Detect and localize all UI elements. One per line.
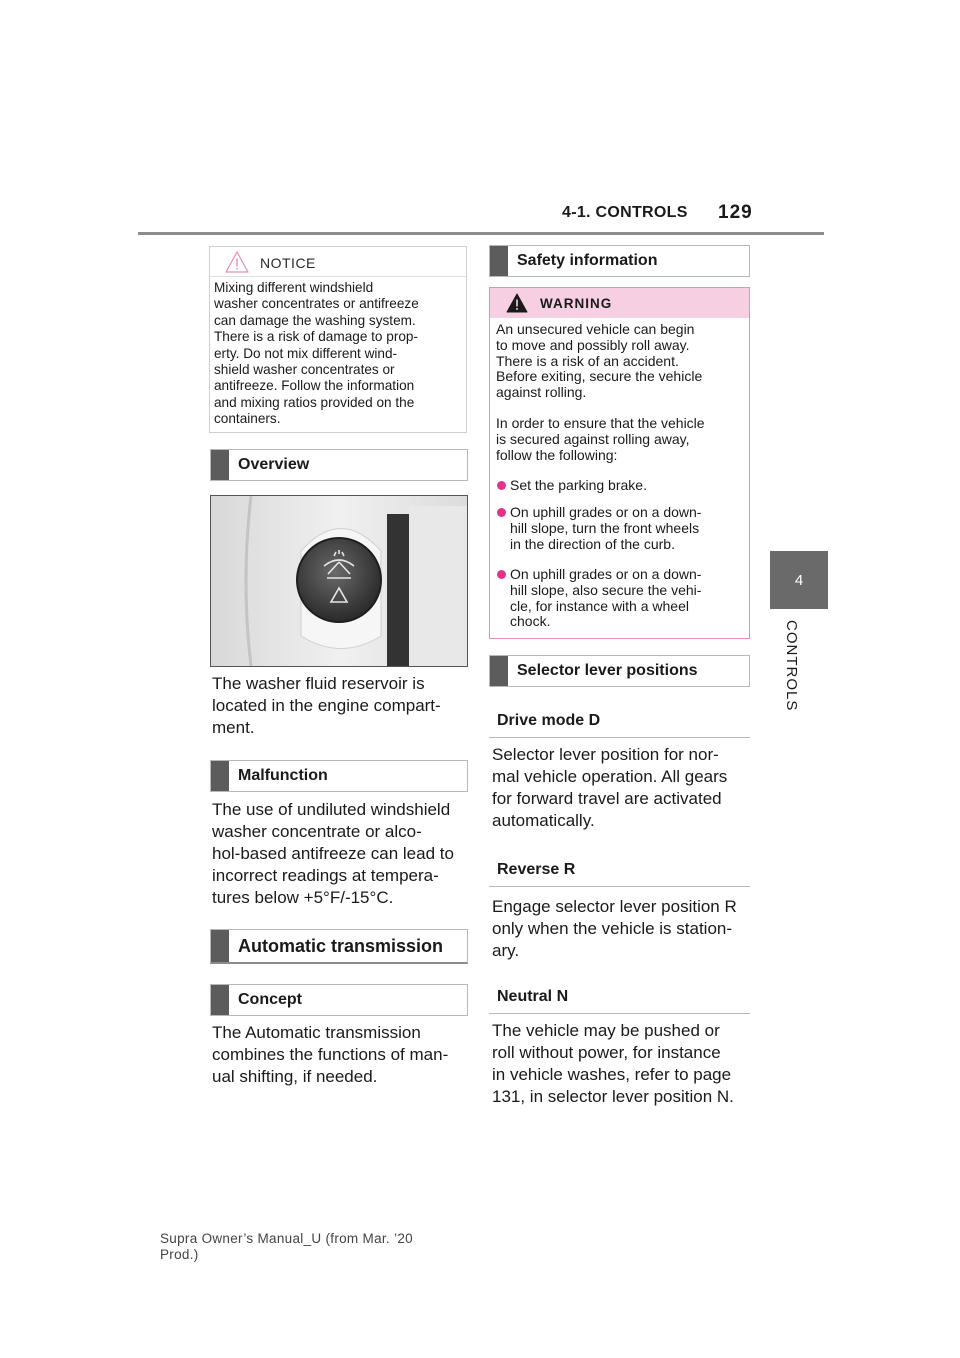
notice-title: NOTICE xyxy=(260,255,316,271)
notice-line: There is a risk of damage to prop- xyxy=(214,329,418,345)
heading-block xyxy=(211,761,229,791)
footer-line: Prod.) xyxy=(160,1247,199,1262)
text-line: only when the vehicle is station- xyxy=(492,919,733,938)
safety-information-heading: Safety information xyxy=(517,252,658,269)
chapter-tab xyxy=(770,551,828,609)
text-line: Engage selector lever position R xyxy=(492,897,737,916)
bullet-icon xyxy=(497,570,506,579)
text-line: The use of undiluted windshield xyxy=(212,800,451,819)
notice-line: containers. xyxy=(214,411,281,427)
footer-text xyxy=(160,1231,413,1263)
notice-line: antifreeze. Follow the information xyxy=(214,378,415,394)
concept-heading: Concept xyxy=(238,991,302,1008)
page-number: 129 xyxy=(718,202,753,223)
selector-lever-heading-bar xyxy=(489,655,750,687)
text-line: automatically. xyxy=(492,811,595,830)
washer-reservoir-photo xyxy=(210,495,468,667)
text-line: against rolling. xyxy=(496,384,587,401)
washer-cap-illustration xyxy=(211,496,467,666)
text-line: hill slope, turn the front wheels xyxy=(510,519,700,536)
section-title: 4-1. CONTROLS xyxy=(562,204,688,221)
warning-bullet-1 xyxy=(510,478,746,494)
text-line: The vehicle may be pushed or xyxy=(492,1021,720,1040)
chapter-label-wrap xyxy=(782,620,800,720)
notice-header xyxy=(210,247,466,277)
concept-heading-bar xyxy=(210,984,468,1016)
reverse-heading: Reverse R xyxy=(497,861,576,878)
heading-block xyxy=(211,985,229,1015)
notice-box xyxy=(209,246,467,433)
notice-line: Mixing different windshield xyxy=(214,280,374,295)
text-line: mal vehicle operation. All gears xyxy=(492,767,728,786)
automatic-transmission-heading-bar xyxy=(210,929,468,964)
warning-box xyxy=(489,287,750,639)
text-line: roll without power, for instance xyxy=(492,1043,721,1062)
selector-lever-heading: Selector lever positions xyxy=(517,662,698,679)
overview-heading: Overview xyxy=(238,456,310,473)
text-line: tures below +5°F/-15°C. xyxy=(212,888,394,907)
overview-text xyxy=(212,673,472,739)
chapter-label: CONTROLS xyxy=(783,620,800,712)
concept-text xyxy=(212,1022,472,1088)
heading-block xyxy=(211,450,229,480)
text-line: to move and possibly roll away. xyxy=(496,336,690,353)
safety-information-heading-bar xyxy=(489,245,750,277)
text-line: cle, for instance with a wheel xyxy=(510,597,689,614)
neutral-text xyxy=(492,1020,760,1108)
warning-paragraph-2 xyxy=(496,416,746,463)
drive-mode-rule xyxy=(489,737,750,738)
text-line: located in the engine compart- xyxy=(212,696,441,715)
warning-bullet-3 xyxy=(510,567,746,630)
bullet-icon xyxy=(497,481,506,490)
warning-triangle-icon xyxy=(506,293,528,313)
text-line: is secured against rolling away, xyxy=(496,430,690,447)
text-line: Set the parking brake. xyxy=(510,477,647,493)
malfunction-text xyxy=(212,799,472,909)
text-line: Before exiting, secure the vehicle xyxy=(496,368,703,385)
text-line: There is a risk of an accident. xyxy=(496,352,679,369)
header-rule xyxy=(138,232,824,235)
notice-line: erty. Do not mix different wind- xyxy=(214,345,398,361)
text-line: ary. xyxy=(492,941,520,960)
heading-block xyxy=(490,656,508,686)
notice-line: and mixing ratios provided on the xyxy=(214,394,415,410)
text-line: follow the following: xyxy=(496,446,618,463)
text-line: Selector lever position for nor- xyxy=(492,745,719,764)
text-line: 131, in selector lever position N. xyxy=(492,1087,734,1106)
overview-heading-bar xyxy=(210,449,468,481)
footer-line: Supra Owner’s Manual_U (from Mar. ’20 xyxy=(160,1231,413,1246)
chapter-number: 4 xyxy=(794,571,804,589)
neutral-rule xyxy=(489,1013,750,1014)
notice-line: shield washer concentrates or xyxy=(214,362,395,378)
warning-paragraph-1 xyxy=(496,322,746,401)
text-line: The washer fluid reservoir is xyxy=(212,674,425,693)
text-line: On uphill grades or on a down- xyxy=(510,566,702,582)
caution-triangle-icon xyxy=(225,251,249,273)
drive-mode-text xyxy=(492,744,752,832)
text-line: in vehicle washes, refer to page xyxy=(492,1065,732,1084)
text-line: ment. xyxy=(212,718,255,737)
heading-block xyxy=(490,246,508,276)
warning-bullet-2 xyxy=(510,505,746,552)
text-line: ual shifting, if needed. xyxy=(212,1067,378,1086)
reverse-rule xyxy=(489,886,750,887)
reverse-text xyxy=(492,896,752,962)
heading-block xyxy=(211,930,229,962)
text-line: incorrect readings at tempera- xyxy=(212,866,439,885)
malfunction-heading: Malfunction xyxy=(238,767,328,784)
text-line: hill slope, also secure the vehi- xyxy=(510,581,702,598)
text-line: in the direction of the curb. xyxy=(510,535,675,552)
automatic-transmission-heading: Automatic transmission xyxy=(238,935,444,956)
neutral-heading: Neutral N xyxy=(497,988,569,1005)
notice-line: can damage the washing system. xyxy=(214,312,416,328)
text-line: combines the functions of man- xyxy=(212,1045,449,1064)
warning-title: WARNING xyxy=(540,296,613,311)
text-line: for forward travel are activated xyxy=(492,789,722,808)
text-line: On uphill grades or on a down- xyxy=(510,504,702,520)
text-line: washer concentrate or alco- xyxy=(212,822,422,841)
notice-text xyxy=(214,280,464,428)
malfunction-heading-bar xyxy=(210,760,468,792)
text-line: In order to ensure that the vehicle xyxy=(496,415,705,431)
text-line: The Automatic transmission xyxy=(212,1023,421,1042)
text-line: hol-based antifreeze can lead to xyxy=(212,844,454,863)
text-line: chock. xyxy=(510,613,551,630)
text-line: An unsecured vehicle can begin xyxy=(496,321,695,337)
warning-header xyxy=(490,288,749,318)
bullet-icon xyxy=(497,508,506,517)
drive-mode-heading: Drive mode D xyxy=(497,712,601,729)
notice-line: washer concentrates or antifreeze xyxy=(214,296,419,312)
